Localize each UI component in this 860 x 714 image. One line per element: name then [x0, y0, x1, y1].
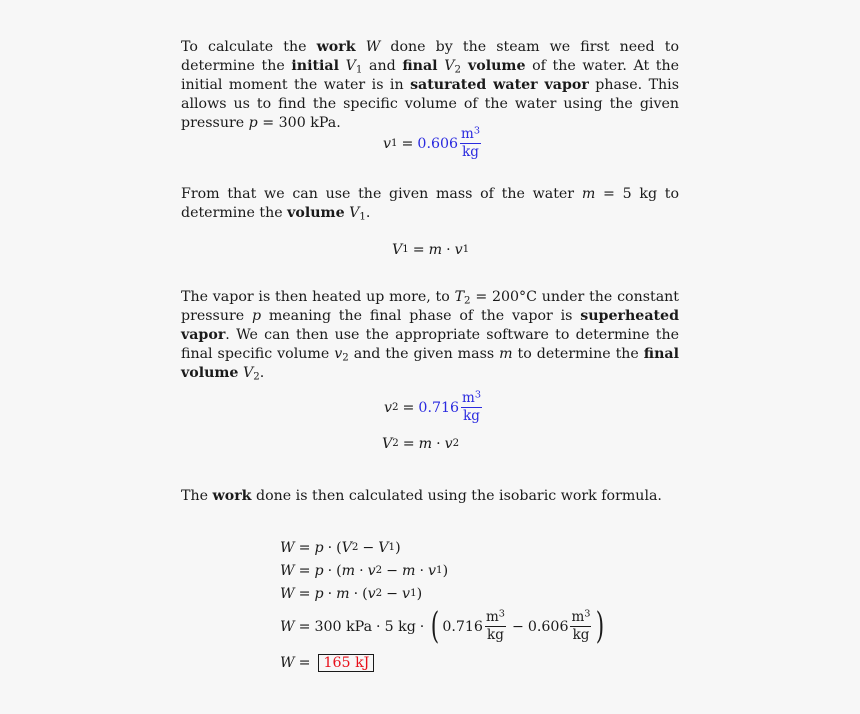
equation-V2: V 2 = m · v 2 [382, 436, 460, 452]
volume-paragraph: From that we can use the given mass of the water m = 5 kg to determine the volume $V_1$. [181, 186, 679, 223]
unit-fraction: $\frac{m^3}{kg}$ [485, 608, 505, 643]
intro-paragraph: To calculate the work W done by the steam we first need to determine the initial $V_1$ and final $V_2$ volume of the water. At the initial moment the water is in saturated water vapor phase. This allows us to find the specific volume of the water using the given pressure p = 300 kPa. [181, 39, 680, 131]
unit-fraction: $\frac{m^3}{kg}$ [462, 389, 482, 424]
equation-v1: v 1 = 0.606 $\frac{m^3}{kg}$ [383, 125, 481, 160]
work-eq-line2: W = p · ( m · v 2 − m · v 1 ) [280, 563, 449, 579]
heating-paragraph: The vapor is then heated up more, to $T_2 = 200^\circ C$ under the constant pressure p meaning the final phase of the vapor is superheated vapor. We can then use the appropriate software to determine the final specific volume $v_2$ and the given mass m to determine the final volume $V_2$. [181, 289, 680, 383]
work-eq-line3: W = p · m · ( v 2 − v 1 ) [280, 586, 423, 602]
work-eq-line4: W = 300 kPa · 5 kg · ( 0.716 $\frac{m^3}{kg}$ − 0.606 $\frac{m^3}{kg}$ ) [280, 605, 605, 647]
work-eq-line1: W = p · ( V 2 − V 1 ) [280, 540, 401, 556]
unit-fraction: $\frac{m^3}{kg}$ [461, 125, 481, 160]
equation-v2: v 2 = 0.716 $\frac{m^3}{kg}$ [384, 389, 482, 424]
equation-V1: V 1 = m · v 1 [392, 242, 470, 258]
work-eq-result: W = 165 kJ [280, 654, 374, 672]
unit-fraction: $\frac{m^3}{kg}$ [571, 608, 591, 643]
v1-value: 0.606 [417, 135, 459, 152]
v2-value: 0.716 [418, 399, 460, 416]
work-paragraph: The work done is then calculated using the isobaric work formula. [181, 488, 662, 504]
result-box: 165 kJ [318, 654, 374, 672]
